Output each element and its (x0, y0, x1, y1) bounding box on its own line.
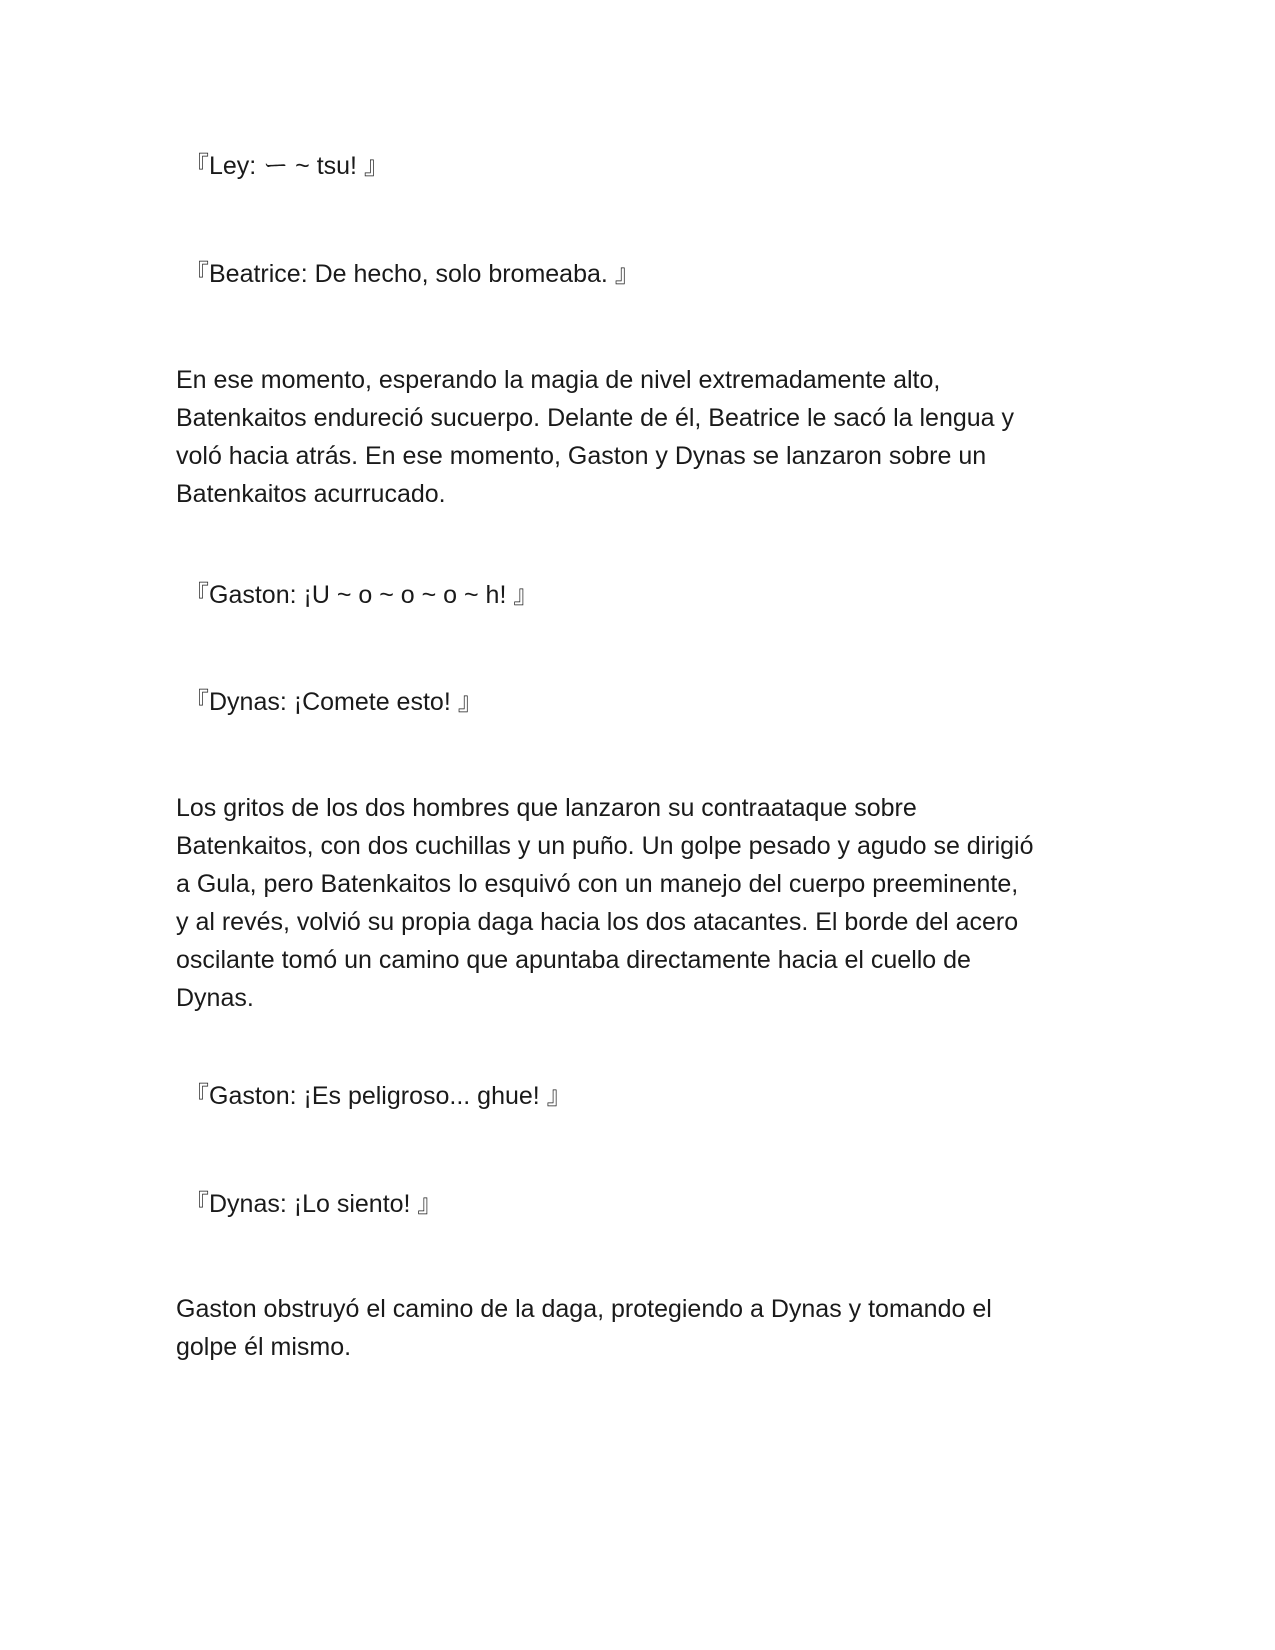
paragraph-line: golpe él mismo. (176, 1333, 352, 1361)
narration-paragraph (176, 1290, 1076, 1366)
paragraph-line: y al revés, volvió su propia daga hacia los dos atacantes. El borde del acero (176, 908, 1019, 936)
dialogue-line: 『Gaston: ¡Es peligroso... ghue! 』 (184, 1082, 572, 1110)
paragraph-line: voló hacia atrás. En ese momento, Gaston y Dynas se lanzaron sobre un (176, 442, 987, 470)
dialogue-line: 『Dynas: ¡Lo siento! 』 (184, 1190, 443, 1218)
dialogue-line: 『Dynas: ¡Comete esto! 』 (184, 688, 483, 716)
paragraph-line: Batenkaitos, con dos cuchillas y un puño. Un golpe pesado y agudo se dirigió (176, 832, 1034, 860)
paragraph-line: Gaston obstruyó el camino de la daga, protegiendo a Dynas y tomando el (176, 1295, 992, 1323)
paragraph-line: Los gritos de los dos hombres que lanzaron su contraataque sobre (176, 794, 917, 822)
dialogue-line: 『Ley: ー ~ tsu! 』 (184, 152, 389, 180)
paragraph-line: oscilante tomó un camino que apuntaba directamente hacia el cuello de (176, 946, 971, 974)
narration-paragraph (176, 361, 1076, 513)
paragraph-line: Dynas. (176, 984, 254, 1012)
narration-paragraph (176, 789, 1076, 1017)
paragraph-line: En ese momento, esperando la magia de nivel extremadamente alto, (176, 366, 941, 394)
paragraph-line: a Gula, pero Batenkaitos lo esquivó con un manejo del cuerpo preeminente, (176, 870, 1019, 898)
dialogue-line: 『Beatrice: De hecho, solo bromeaba. 』 (184, 260, 640, 288)
paragraph-line: Batenkaitos endureció sucuerpo. Delante de él, Beatrice le sacó la lengua y (176, 404, 1015, 432)
dialogue-line: 『Gaston: ¡U ~ o ~ o ~ o ~ h! 』 (184, 581, 539, 609)
paragraph-line: Batenkaitos acurrucado. (176, 480, 446, 508)
